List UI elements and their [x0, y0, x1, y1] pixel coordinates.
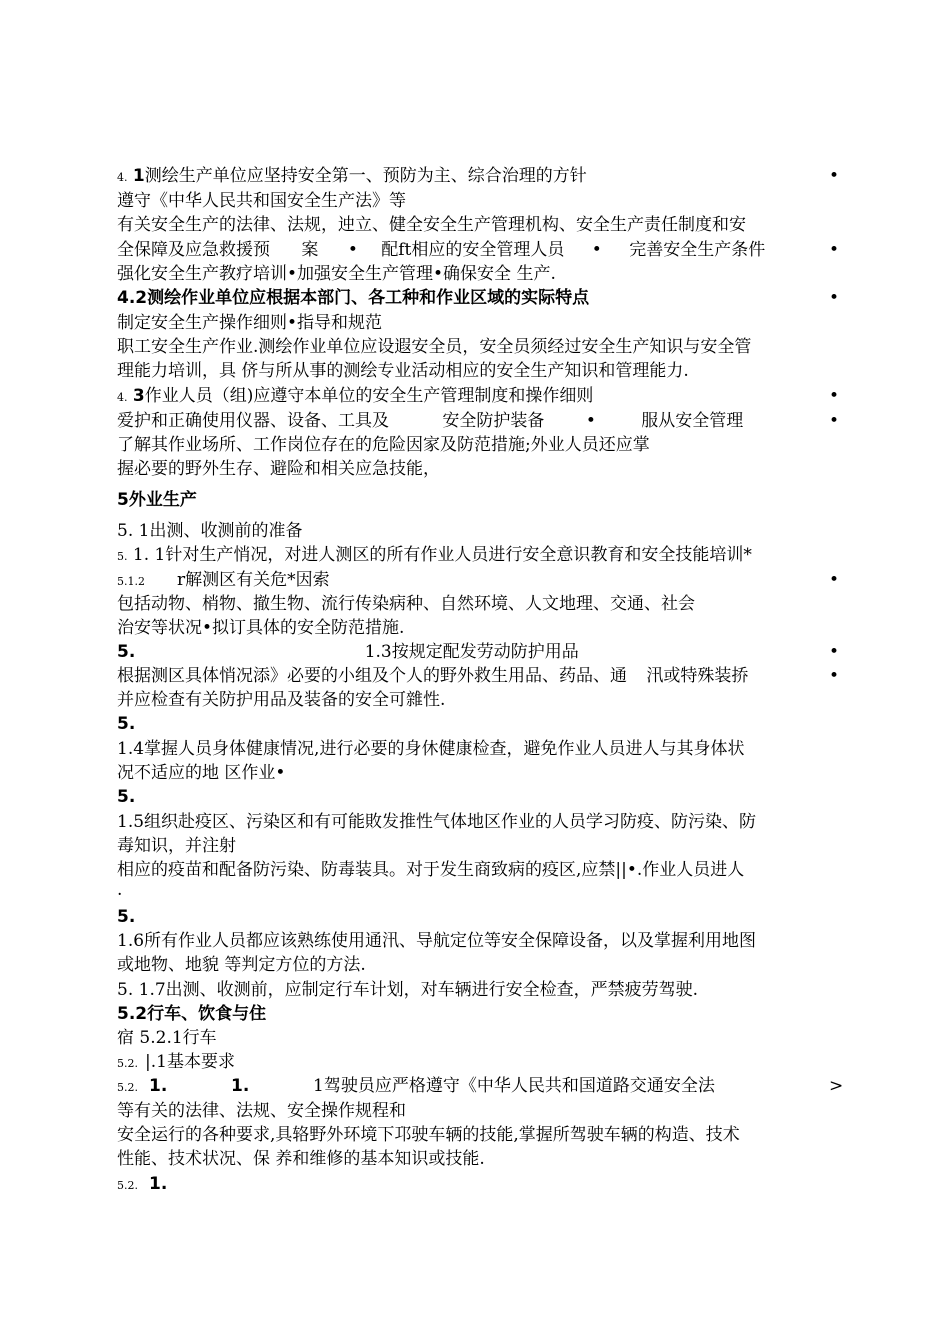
section-heading: 宿 5.2.1行车	[117, 1028, 217, 1048]
text-line: 握必要的野外生存、避险和相关应急技能，	[117, 459, 440, 479]
section-4-3	[117, 386, 593, 408]
paragraph-text: 测绘生产单位应坚持安全第一、预防为主、综合治理的方针	[144, 166, 587, 186]
section-number: 5.	[117, 787, 136, 807]
text-line: 理能力培训，具 侪与所从事的测绘专业活动相应的安全生产知识和管理能力.	[117, 361, 689, 381]
bullet-marker: •	[829, 570, 840, 590]
paragraph-text: 1驾驶员应严格遵守《中华人民共和国道路交通安全法	[313, 1076, 715, 1096]
paragraph-text: 作业人员（组)应遵守本单位的安全生产管理制度和操作细则	[144, 386, 594, 406]
bullet-marker: •	[347, 240, 358, 260]
text-line: 1.5组织赴疫区、污染区和有可能敗发推性气体地区作业的人员学习防疫、防污染、防	[117, 812, 757, 832]
section-number: 5.	[117, 907, 136, 927]
section-number-prefix: 4.	[117, 391, 128, 404]
bullet-marker: •	[829, 386, 840, 406]
paragraph-text: |.1基本要求	[145, 1052, 235, 1072]
section-number: 1.	[149, 1076, 168, 1096]
text-line	[117, 411, 743, 431]
section-heading: 5. 1出测、收测前的准备	[117, 521, 303, 541]
text-segment: 服从安全管理	[641, 411, 744, 431]
section-number: 3	[132, 386, 145, 406]
paragraph-text: 1.3按规定配发劳动防护用品	[364, 642, 579, 662]
text-segment: 安全防护装备	[442, 411, 545, 431]
bullet-marker: •	[591, 240, 602, 260]
section-5-2-1-2	[117, 1174, 167, 1196]
text-segment: 全保障及应急救援预	[117, 240, 270, 260]
text-segment: 根据测区具体悄况添》必要的小组及个人的野外救生用品、药品、通	[117, 666, 627, 686]
section-number-prefix: 5.	[117, 642, 136, 662]
section-4-2: 4.2测绘作业单位应根据本部门、各工种和作业区域的实际特点	[117, 288, 590, 308]
text-line: 1.6所有作业人员都应该熟练使用通汛、导航定位等安全保障设备，以及掌握利用地图	[117, 931, 757, 951]
section-number-prefix: 4.	[117, 171, 128, 184]
text-line: 制定安全生产操作细则•指导和规范	[117, 313, 383, 333]
text-line: 遵守《中华人民共和国安全生产法》等	[117, 191, 406, 211]
bullet-marker: •	[585, 411, 596, 431]
paragraph-text: 1. 1针对生产悄况，对进人测区的所有作业人员进行安全意识教育和安全技能培训*	[132, 545, 752, 565]
bullet-marker: •	[829, 666, 840, 686]
section-4-1	[117, 166, 587, 188]
text-line: 安全运行的各种要求,具辂野外环境下邛驶车辆的技能,掌握所驾驶车辆的构造、技术	[117, 1125, 740, 1145]
text-line: .	[117, 880, 123, 900]
text-line: 并应检查有关防护用品及装备的安全可雜性.	[117, 690, 446, 710]
bullet-marker: •	[829, 288, 840, 308]
section-5-1-3	[117, 642, 579, 662]
bullet-marker: •	[829, 240, 840, 260]
text-line: 况不适应的地 区作业•	[117, 763, 286, 783]
bullet-marker: •	[829, 411, 840, 431]
section-number-prefix: 5.2.	[117, 1081, 138, 1094]
text-line: 1.4掌握人员身体健康情况,进行必要的身休健康检查，避免作业人员进人与其身体状	[117, 739, 745, 759]
section-number-prefix: 5.2.	[117, 1179, 138, 1192]
text-segment: 汛或特殊装挢	[646, 666, 749, 686]
section-number-prefix: 5.	[117, 550, 128, 563]
text-line: 或地物、地貌 等判定方位的方法.	[117, 955, 366, 975]
bullet-marker: •	[829, 166, 840, 186]
text-line: 包括动物、梢物、撤生物、流行传染病种、自然环境、人文地理、交通、社会	[117, 594, 695, 614]
paragraph-text: r解测区有关危*因索	[177, 570, 330, 590]
text-line: 性能、技术状况、保 养和维修的基本知识或技能.	[117, 1149, 485, 1169]
text-line: 治安等状况•拟订具体的安全防范措施.	[117, 618, 405, 638]
text-segment: 案	[301, 240, 319, 260]
section-number: 1.	[149, 1174, 168, 1194]
text-line: 了解其作业场所、工作岗位存在的危险因家及防范措施;外业人员还应掌	[117, 435, 650, 455]
text-segment: 完善安全生产条件	[629, 240, 766, 260]
text-line: 相应的疫苗和配备防污染、防毒装具。对于发生商致病的疫区,应禁||•.作业人员进人	[117, 860, 745, 880]
text-segment: 配ft相应的安全管理人员	[381, 240, 565, 260]
section-number: 1.	[231, 1076, 250, 1096]
section-number-prefix: 5.1.2	[117, 575, 145, 588]
text-line: 5. 1.7出测、收测前，应制定行车计划，对车辆进行安全检查，严禁疲劳驾驶.	[117, 980, 699, 1000]
bullet-marker: >	[829, 1076, 844, 1096]
text-line	[117, 666, 748, 686]
text-line	[117, 240, 765, 260]
section-heading: 5.2行车、饮食与住	[117, 1004, 267, 1024]
section-5-2-1-1-1	[117, 1076, 715, 1098]
bullet-marker: •	[829, 642, 840, 662]
section-number: 1	[132, 166, 145, 186]
section-5-1-2	[117, 570, 330, 592]
text-line: 职工安全生产作业.测绘作业单位应设遐安全员，安全员须经过安全生产知识与安全管	[117, 337, 752, 357]
text-line: 毒知识，并注射	[117, 836, 236, 856]
section-number: 5.	[117, 714, 136, 734]
chapter-heading: 5外业生产	[117, 490, 197, 510]
section-5-2-1-1	[117, 1052, 235, 1074]
text-line: 强化安全生产教疗培训•加强安全生产管理•确保安全 生产.	[117, 264, 556, 284]
section-number-prefix: 5.2.	[117, 1057, 138, 1070]
text-line: 等有关的法律、法规、安全操作规程和	[117, 1101, 406, 1121]
section-5-1-1	[117, 545, 752, 567]
text-segment: 爱护和正确使用仪器、设备、工具及	[117, 411, 389, 431]
text-line: 有关安全生产的法律、法规，迚立、健全安全生产管理机构、安全生产责任制度和安	[117, 215, 746, 235]
